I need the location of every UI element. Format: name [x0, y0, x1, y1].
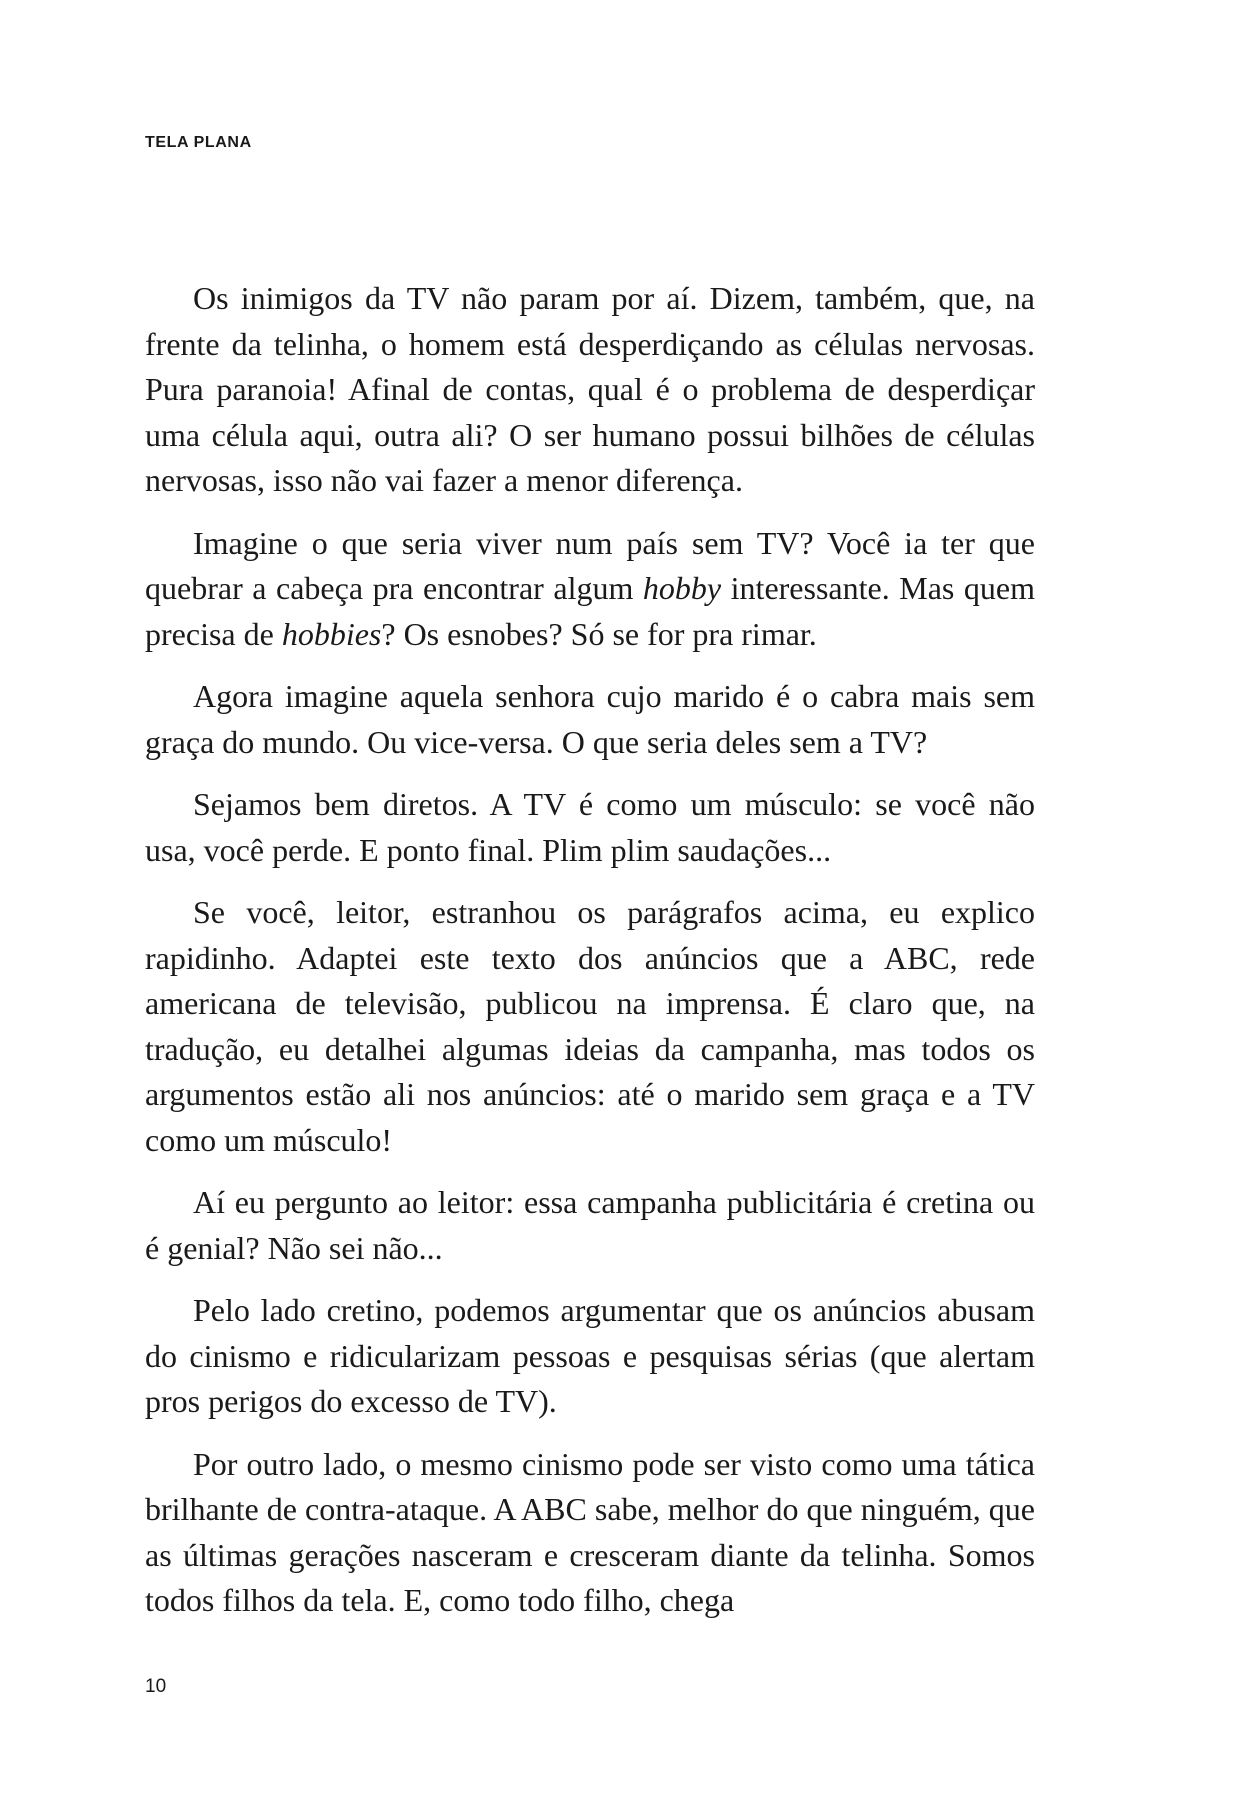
paragraph-5: Se você, leitor, estranhou os parágrafos acima, eu explico rapidinho. Adaptei este texto dos anúncios que a ABC, rede americana de televisão, publicou na imprensa. É claro que, na tradução, eu detalhei algumas ideias da campanha, mas todos os argumentos estão ali nos anúncios: até o marido sem graça e a TV como um músculo!	[145, 894, 1035, 1158]
paragraph-2-part-b: interessante. Mas quem precisa de	[145, 570, 1036, 652]
paragraph-2-part-c: ? Os esnobes? Só se for pra rimar.	[381, 615, 817, 652]
paragraph-8: Por outro lado, o mesmo cinismo pode ser visto como uma tática brilhante de contra-ataque. A ABC sabe, melhor do que ninguém, que as últimas gerações nasceram e cresceram diante da telinha. Somos todos filhos da tela. E, como todo filho, chega	[145, 1445, 1035, 1618]
paragraph-1: Os inimigos da TV não param por aí. Dizem, também, que, na frente da telinha, o homem está desperdiçando as células nervosas. Pura paranoia! Afinal de contas, qual é o problema de desperdiçar uma célula aqui, outra ali? O ser humano possui bilhões de células nervosas, isso não vai fazer a menor diferença.	[145, 280, 1035, 498]
italic-word-hobby: hobby	[642, 570, 722, 606]
paragraph-2-part-a: Imagine o que seria viver num país sem TV? Você ia ter que quebrar a cabeça pra encontrar algum	[145, 524, 1035, 606]
paragraph-2	[145, 521, 1035, 658]
running-title: TELA PLANA	[145, 134, 252, 151]
paragraph-6: Aí eu pergunto ao leitor: essa campanha publicitária é cretina ou é genial? Não sei não...	[145, 1184, 1035, 1266]
paragraph-4: Sejamos bem diretos. A TV é como um músculo: se você não usa, você perde. E ponto final. Plim plim saudações...	[145, 786, 1035, 868]
italic-word-hobbies: hobbies	[281, 615, 382, 652]
page-number: 10	[145, 1676, 167, 1697]
body-text	[145, 276, 1035, 1624]
paragraph-3: Agora imagine aquela senhora cujo marido é o cabra mais sem graça do mundo. Ou vice-versa. O que seria deles sem a TV?	[145, 678, 1035, 760]
paragraph-7: Pelo lado cretino, podemos argumentar que os anúncios abusam do cinismo e ridicularizam pessoas e pesquisas sérias (que alertam pros perigos do excesso de TV).	[145, 1292, 1035, 1419]
